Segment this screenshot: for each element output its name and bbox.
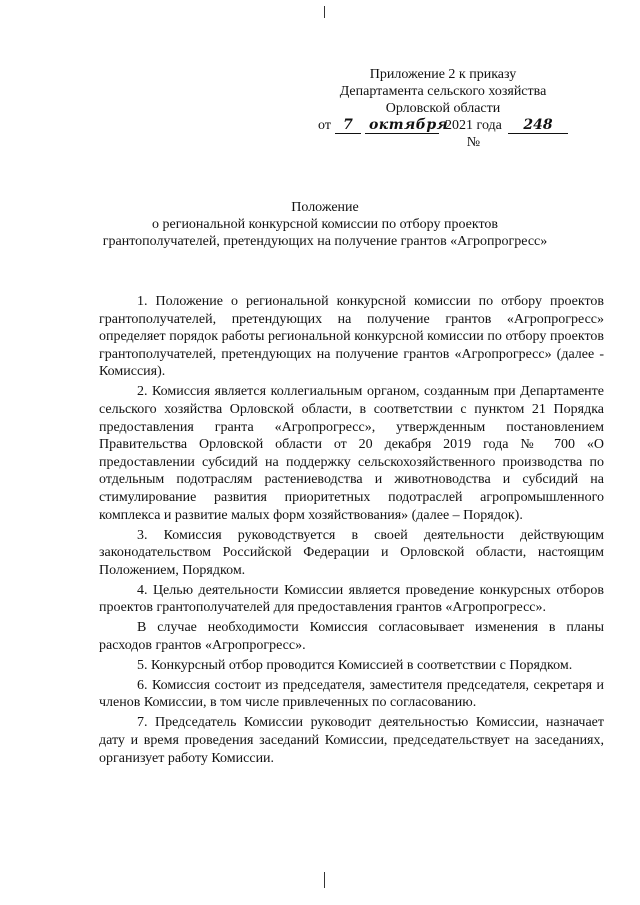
document-heading: [90, 199, 560, 250]
document-body: [99, 293, 604, 770]
paragraph-1: 1. Положение о региональной конкурсной комиссии по отбору проектов грантополучателей, претендующих на получение грантов «Агропрогресс» определяет порядок работы региональной конкурсной комиссии по отбору проектов грантополучателей, претендующих на получение грантов «Агропрогресс» (далее - Комиссия).: [99, 294, 604, 380]
document-subtitle-line-1: о региональной конкурсной комиссии по отбору проектов: [151, 217, 498, 232]
date-prefix: от: [318, 118, 331, 133]
paragraph-3: 3. Комиссия руководствуется в своей деятельности действующим законодательством Российской Федерации и Орловской области, настоящим Положением, Порядком.: [99, 527, 604, 578]
annex-line-1: Приложение 2 к приказу: [369, 67, 517, 82]
date-year-text: 2021 года №: [445, 118, 502, 150]
annex-date-line: [318, 117, 568, 151]
handwritten-month: октября: [365, 118, 439, 134]
scan-artifact-bottom: [324, 872, 325, 888]
annex-line-2: Департамента сельского хозяйства: [339, 84, 547, 99]
paragraph-2: 2. Комиссия является коллегиальным органом, созданным при Департаменте сельского хозяйства Орловской области, в соответствии с пунктом 21 Порядка предоставления гранта «Агропрогресс», утвержденным постановлением Правительства Орловской области от 20 декабря 2019 года № 700 «О предоставлении субсидий на поддержку сельскохозяйственного производства по отдельным подотраслям растениеводства и животноводства и субсидий на стимулирование развития приоритетных подотраслей агропромышленного комплекса и развитие малых форм хозяйствования» (далее – Порядок).: [99, 384, 604, 523]
document-subtitle-line-2: грантополучателей, претендующих на получение грантов «Агропрогресс»: [102, 234, 548, 249]
scan-artifact-top: [324, 6, 325, 18]
paragraph-6: 6. Комиссия состоит из председателя, заместителя председателя, секретаря и членов Комиссии, в том числе привлеченных по согласованию.: [99, 677, 604, 711]
paragraph-7: 7. Председатель Комиссии руководит деятельностью Комиссии, назначает дату и время проведения заседаний Комиссии, председательствует на заседаниях, организует работу Комиссии.: [99, 715, 604, 766]
paragraph-4: 4. Целью деятельности Комиссии является проведение конкурсных отборов проектов грантополучателей для предоставления грантов «Агропрогресс».: [99, 582, 604, 616]
handwritten-order-number: 248: [508, 118, 568, 134]
paragraph-4-note: В случае необходимости Комиссия согласовывает изменения в планы расходов грантов «Агропрогресс».: [99, 620, 604, 653]
paragraph-5: 5. Конкурсный отбор проводится Комиссией в соответствии с Порядком.: [137, 657, 573, 673]
document-title: Положение: [291, 200, 359, 215]
annex-block: [318, 66, 568, 151]
annex-line-3: Орловской области: [385, 101, 501, 116]
handwritten-day: 7: [335, 118, 361, 134]
